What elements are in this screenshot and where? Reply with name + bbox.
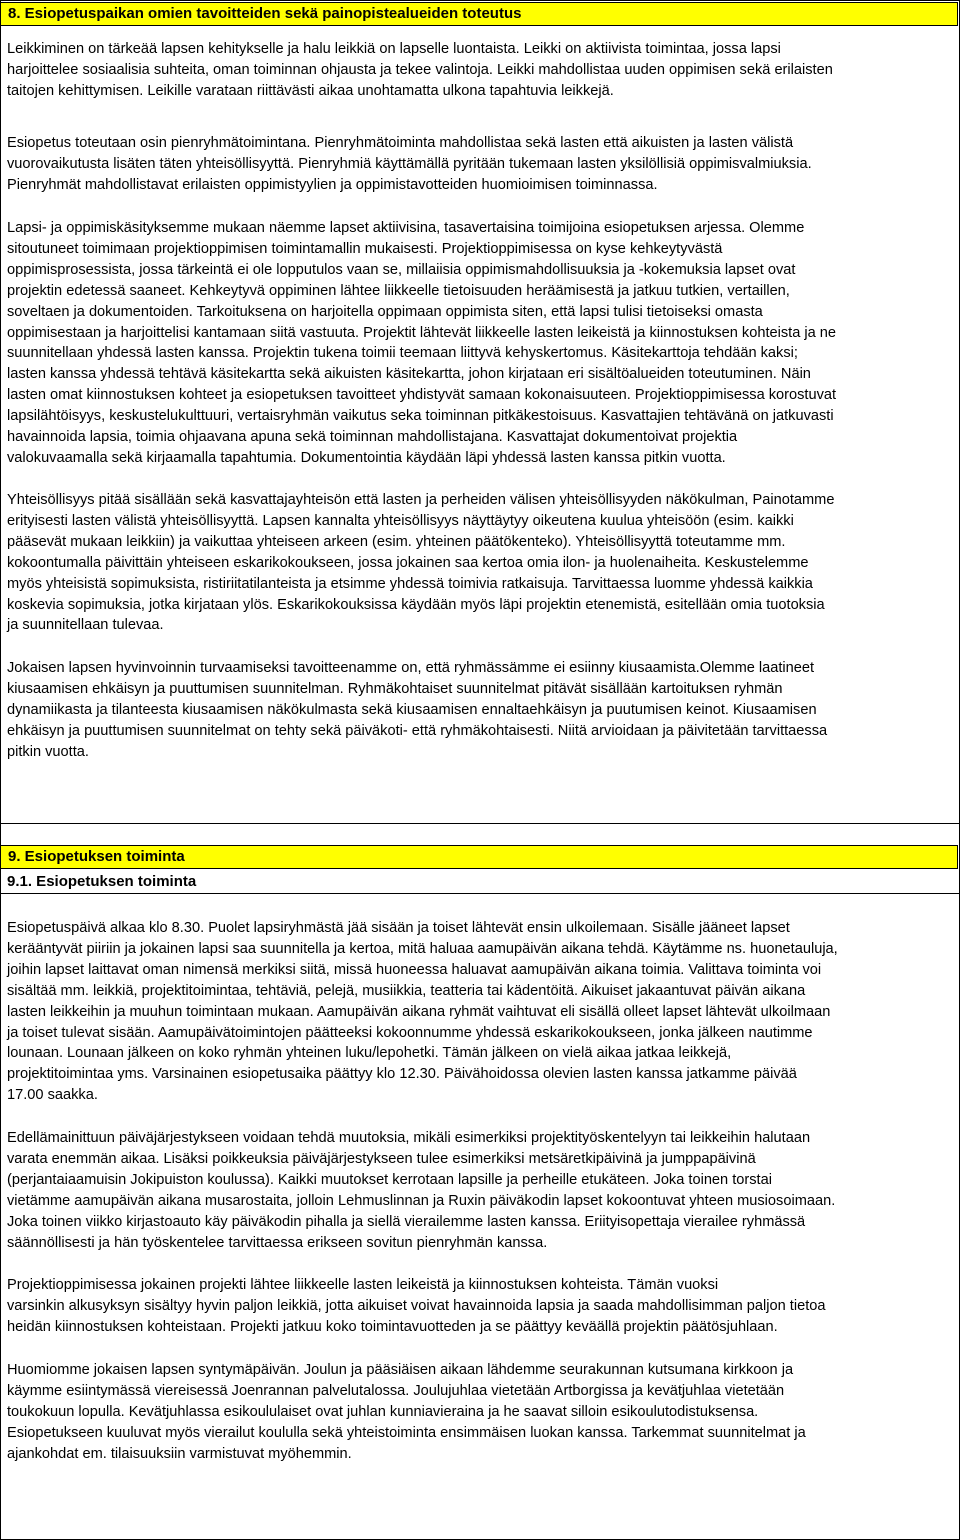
text-line: kerääntyvät piiriin ja jokainen lapsi saa suunnitella ja kertoa, mitä haluaa aamupäivän aikana tehdä. Käytämme ns. huonetauluja, (7, 940, 838, 957)
text-line: (perjantaiaamuisin Jokipuiston koulussa). Kaikki muutokset kerrotaan lapsille ja perheille etukäteen. Joka toinen torstai (7, 1171, 772, 1188)
text-line: lounaan. Lounaan jälkeen on koko ryhmän yhteinen luku/lepohetki. Tämän jälkeen on vielä aikaa jatkaa leikkejä, (7, 1045, 732, 1062)
text-line: dynamiikasta ja tilanteesta kiusaamisen näkökulmasta sekä kiusaamisen ennaltaehkäisyn ja puutumisen keinot. Kiusaamisen (7, 701, 817, 718)
text-line: valokuvaamalla sekä kirjaamalla tapahtumia. Dokumentointia käydään läpi yhdessä lasten kanssa pitkin vuotta. (7, 449, 726, 466)
text-line: projektin edetessä saaneet. Kehkeytyvä oppiminen lähtee liikkeelle tietoisuuden heräämisestä ja jatkuu tutkien, vertaillen, (7, 282, 790, 299)
text-line: erityisesti lasten välistä yhteisöllisyyttä. Lapsen kannalta yhteisöllisyys näyttäytyy oikeutena kuulua yhteisöön (esim. kaikki (7, 512, 794, 529)
text-line: Esiopetus toteutaan osin pienryhmätoimintana. Pienryhmätoiminta mahdollistaa sekä lasten että aikuisten ja lasten välistä (7, 135, 794, 151)
text-line: vuorovaikutusta lisäten täten yhteisöllisyyttä. Pienryhmiä käyttämällä pyritään tukemaan lasten yksilöllisiä oppimisvalmiuksia. (7, 155, 812, 172)
section-9-1-subheading: 9.1. Esiopetuksen toiminta (7, 873, 197, 890)
text-line: toukokuun lopulla. Kevätjuhlassa esikoululaiset ovat juhlan kunniavieraina ja he saavat silloin esikoulutodistuksensa. (7, 1403, 759, 1420)
text-line: sisältää mm. leikkiä, projektitoimintaa, tehtäviä, pelejä, musiikkia, teatteria tai kädentöitä. Aikuiset jakaantuvat päivän aikana (7, 982, 806, 999)
text-line: kiusaamisen ehkäisyn ja puuttumisen suunnitelman. Ryhmäkohtaiset suunnitelmat pitävät sisällään kartoituksen ryhmän (7, 680, 783, 697)
text-line: lapsilähtöisyys, keskustelukulttuuri, vertaisryhmän vaikutus seka toiminnan pitkäkestoisuus. Kasvattajien tehtävänä on jatkuvasti (7, 408, 834, 425)
text-line: myös yhteisistä sopimuksista, ristiriitatilanteista ja etsimme yhdessä toimivia ratkaisuja. Tarvittaessa luomme yhdessä kaikkia (7, 575, 813, 592)
text-line: pitkin vuotta. (7, 743, 89, 760)
text-line: Esiopetukseen kuuluvat myös vierailut koululla sekä yhteistoiminta ensimmäisen luokan kanssa. Tarkemmat suunnitelmat ja (7, 1424, 806, 1441)
text-line: Yhteisöllisyys pitää sisällään sekä kasvattajayhteisön että lasten ja perheiden välisen yhteisöllisyyden näkökulman, Painotamme (7, 492, 835, 508)
text-line: lasten kanssa yhdessä tehtävä käsitekartta sekä aikuisten käsitekartta, johon kirjataan eri sisältöalueiden toteutuminen. Näin (7, 366, 811, 383)
text-line: Jokaisen lapsen hyvinvoinnin turvaamiseksi tavoitteenamme on, että ryhmässämme ei esiinny kiusaamista.Olemme laatineet (7, 660, 815, 676)
section-8-paragraph-1 (7, 39, 955, 102)
text-line: varata enemmän aikaa. Lisäksi poikkeuksia päiväjärjestykseen tulee esimerkiksi metsäretkipäivinä ja jumppapäivinä (7, 1150, 756, 1167)
section-9-paragraph-4 (7, 1360, 955, 1465)
text-line: säännöllisesti ja hän työskentelee tarvittaessa erikseen sovitun pienryhmän kanssa. (7, 1234, 548, 1251)
text-line: havainnoida lapsia, toimia ohjaavana apuna sekä toiminnan mahdollistajana. Kasvattajat dokumentoivat projektia (7, 429, 738, 446)
text-line: suunnitellaan yhdessä lasten kanssa. Projektin tukena toimii teemaan liittyvä kehyskertomus. Käsitekarttoja tehdään kaksi; (7, 345, 798, 362)
text-line: koskevia sopimuksia, jotka kirjataan ylös. Eskarikokouksissa käydään myös läpi projektin etenemistä, esitellään omia tuotoksia (7, 596, 825, 613)
text-line: lasten omat kiinnostuksen kohteet ja esiopetuksen tavoitteet yhdistyvät samaan kokonaisuuteen. Projektioppimisessa korostuvat (7, 387, 837, 404)
text-line: projektitoimintaa yms. Varsinainen esiopetusaika päättyy klo 12.30. Päivähoidossa olevien lasten kanssa jatkamme päivää (7, 1066, 797, 1083)
text-line: Pienryhmät mahdollistavat erilaisten oppimistyylien ja oppimistavotteiden huomioimisen toiminnassa. (7, 176, 658, 193)
text-line: ehkäisyn ja puuttumisen suunnitelmat on tehty sekä päiväkoti- että ryhmäkohtaisesti. Niitä arvioidaan ja päivitetään tarvittaessa (7, 722, 828, 739)
text-line: oppimisestaan ja harjoittelisi kantamaan siitä vastuuta. Projektit lähtevät liikkeelle lasten leikeistä ja kiinnostuksen kohteista ja ne (7, 324, 837, 341)
section-8-paragraph-4 (7, 490, 955, 636)
text-line: Esiopetuspäivä alkaa klo 8.30. Puolet lapsiryhmästä jää sisään ja toiset lähtevät ensin ulkoilemaan. Sisälle jääneet lapset (7, 920, 790, 936)
row-divider (0, 893, 960, 894)
text-line: joihin lapset laittavat oman nimensä merkiksi siitä, missä huoneessa haluavat aamupäivän aikana toimia. Valittava toiminta voi (7, 961, 822, 978)
section-9-paragraph-2 (7, 1128, 955, 1253)
section-8-paragraph-3 (7, 218, 955, 469)
text-line: Leikkiminen on tärkeää lapsen kehitykselle ja halu leikkiä on lapselle luontaista. Leikki on aktiivista toimintaa, jossa lapsi (7, 41, 781, 57)
section-8-paragraph-5 (7, 658, 955, 763)
text-line: pääsevät mukaan leikkiin) ja vaikuttaa yhteiseen arkeen (esim. yhteinen päätökenteko). Yhteisöllisyyttä toteutamme mm. (7, 533, 786, 550)
text-line: soveltaen ja dokumentoiden. Tarkoituksena on harjoitella oppimaan oppimista siten, että lapsi tulisi tietoiseksi omasta (7, 303, 763, 320)
text-line: 17.00 saakka. (7, 1087, 98, 1104)
text-line: sitoutuneet toimimaan projektioppimisen toimintamallin mukaisesti. Projektioppimisessa on kyse kehkeytyvästä (7, 240, 723, 257)
text-line: Lapsi- ja oppimiskäsityksemme mukaan näemme lapset aktiivisina, tasavertaisina toimijoina esiopetuksen arjessa. Olemme (7, 220, 805, 236)
text-line: harjoittelee sosiaalisia suhteita, oman toiminnan ohjausta ja tekee valintoja. Leikki mahdollistaa uuden oppimisen sekä erilaisten (7, 61, 833, 78)
text-line: kokoontumalla päivittäin yhteiseen eskarikokoukseen, jossa jokainen saa kertoa omia ilon- ja huolenaiheita. Keskustelemme (7, 554, 809, 571)
text-line: lasten leikkeihin ja muuhun toimintaan mukaan. Aamupäivän aikana ryhmät vaihtuvat eli sisällä olleet lapset lähtevät ulkoilmaan (7, 1003, 831, 1020)
section-9-paragraph-3 (7, 1275, 955, 1338)
text-line: taitojen kehittymisen. Leikille varataan riittävästi aikaa unohtamatta ulkona tapahtuvia leikkejä. (7, 82, 614, 99)
text-line: Projektioppimisessa jokainen projekti lähtee liikkeelle lasten leikeistä ja kiinnostuksen kohteista. Tämän vuoksi (7, 1277, 719, 1293)
text-line: Joka toinen viikko kirjastoauto käy päiväkodin pihalla ja siellä vierailemme lasten kanssa. Eriityisopettaja vierailee ryhmässä (7, 1213, 806, 1230)
text-line: ja suunnitellaan tulevaa. (7, 617, 164, 634)
text-line: Edellämainittuun päiväjärjestykseen voidaan tehdä muutoksia, mikäli esimerkiksi projektityöskentelyyn tai leikkeihin halutaan (7, 1130, 811, 1146)
text-line: Huomiomme jokaisen lapsen syntymäpäivän. Joulun ja pääsiäisen aikaan lähdemme seurakunnan kutsumana kirkkoon ja (7, 1362, 794, 1378)
section-9-paragraph-1 (7, 918, 955, 1106)
row-divider (0, 823, 960, 824)
section-8-heading: 8. Esiopetuspaikan omien tavoitteiden sekä painopistealueiden toteutus (0, 2, 958, 26)
text-line: varsinkin alkusyksyn sisältyy hyvin paljon leikkiä, jotta aikuiset voivat havainnoida lapsia ja saada mahdollisimman paljon tietoa (7, 1297, 826, 1314)
text-line: ja toiset tulevat sisään. Aamupäivätoimintojen päätteeksi kokoonnumme yhdessä eskarikokoukseen, jonka jälkeen nautimme (7, 1024, 813, 1041)
section-8-paragraph-2 (7, 133, 955, 196)
text-line: käymme esiintymässä viereisessä Joenrannan palvelutalossa. Joulujuhlaa vietetään Artborgissa ja kevätjuhlaa vietetään (7, 1382, 785, 1399)
text-line: oppimisprosessista, jossa tärkeintä ei ole lopputulos vaan se, millaiisia oppimismahdollisuuksia ja -kokemuksia lapset ovat (7, 261, 796, 278)
section-9-heading: 9. Esiopetuksen toiminta (0, 845, 958, 869)
text-line: ajankohdat em. tilaisuuksiin varmistuvat myöhemmin. (7, 1445, 352, 1462)
text-line: vietämme aamupäivän aikana musarostaita, jolloin Lehmuslinnan ja Ruxin päiväkodin lapset kokoontuvat yhteen musiosoimaan. (7, 1192, 836, 1209)
text-line: heidän kiinnostuksen kohteistaan. Projekti jatkuu koko toimintavuotteden ja se päättyy keväällä projektin päätösjuhlaan. (7, 1318, 778, 1335)
